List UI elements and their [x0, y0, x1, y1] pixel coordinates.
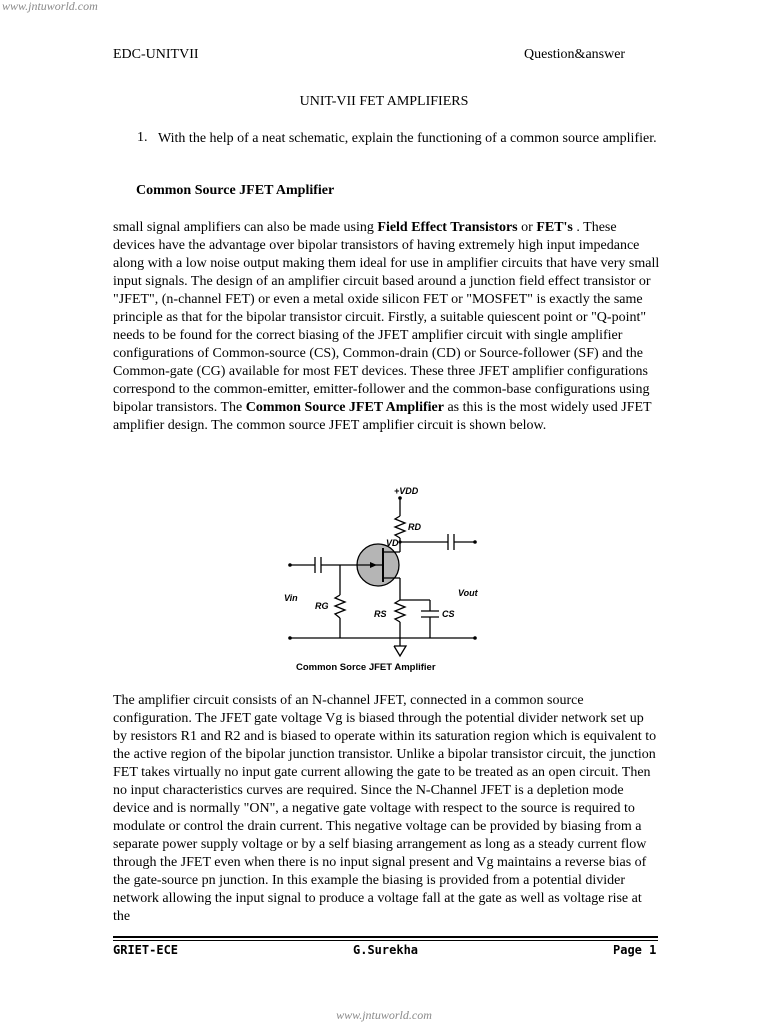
para1-bold-fet: Field Effect Transistors: [377, 220, 518, 235]
header-right: Question&answer: [524, 47, 626, 62]
para1-text-4: as this is the most widely used JFET amplifier design. The common source JFET amplifier circuit is shown below.: [113, 400, 652, 433]
label-vdd: +VDD: [394, 486, 419, 496]
unit-title: UNIT-VII FET AMPLIFIERS: [299, 94, 469, 109]
question-number: 1.: [137, 130, 148, 145]
para1-text-3: . These devices have the advantage over bipolar transistors of having extremely high input impedance along with a low noise output making them ideal for use in amplifier circuits that have very small input signals. The design of an amplifier circuit based around a junction field effect transistor or "JFET", (n-channel FET) or even a metal oxide silicon FET or "MOSFET" is exactly the same principle as that for the bipolar transistor circuit. Firstly, a suitable quiescent point or "Q-point" needs to be found for the correct biasing of the JFET amplifier circuit with single amplifier configurations of Common-source (CS), Common-drain (CD) or Source-follower (SF) and the Common-gate (CG) available for most FET devices. These three JFET amplifier configurations correspond to the common-emitter, emitter-follower and the common-base configurations using bipolar transistors. The: [113, 220, 660, 415]
label-cs: CS: [442, 609, 455, 619]
circuit-figure: [270, 478, 500, 678]
question-text: With the help of a neat schematic, explain the functioning of a common source amplifier.: [158, 131, 657, 146]
watermark-top: www.jntuworld.com: [2, 0, 98, 13]
para1-text-2: or: [517, 220, 537, 235]
para1-bold-fets: FET's: [536, 220, 573, 235]
label-rs: RS: [374, 609, 387, 619]
footer-rule-thin: [113, 940, 658, 941]
header-left: EDC-UNITVII: [113, 47, 199, 62]
label-vin: Vin: [284, 593, 298, 603]
footer-page-number: Page 1: [613, 943, 657, 957]
footer-center: G.Surekha: [353, 943, 419, 957]
paragraph-explanation: The amplifier circuit consists of an N-channel JFET, connected in a common source configuration. The JFET gate voltage Vg is biased through the potential divider network set up by resistors R1 and R2 and is biased to operate within its saturation region which is equivalent to the active region of the bipolar junction transistor. Unlike a bipolar transistor circuit, the junction FET takes virtually no input gate current allowing the gate to be treated as an open circuit. Then no input characteristics curves are required. Since the N-Channel JFET is a depletion mode device and is normally "ON", a negative gate voltage with respect to the source is required to modulate or control the drain current. This negative voltage can be provided by biasing from a separate power supply voltage or by a self biasing arrangement as long as a steady current flow through the JFET even when there is no input signal present and Vg maintains a reverse bias of the gate-source pn junction. In this example the biasing is provided from a potential divider network allowing the input signal to produce a voltage fall at the gate as well as voltage rise at the: [113, 693, 657, 924]
para1-text-1: small signal amplifiers can also be made using: [113, 220, 378, 235]
label-rg: RG: [315, 601, 329, 611]
jfet-amplifier-schematic: [270, 478, 500, 678]
figure-caption: Common Sorce JFET Amplifier: [296, 662, 436, 673]
paragraph-intro: [113, 219, 661, 435]
label-vd: VD: [386, 538, 399, 548]
footer-left: GRIET-ECE: [113, 943, 179, 957]
para1-bold-cs-amplifier: Common Source JFET Amplifier: [245, 400, 444, 415]
label-vout: Vout: [458, 588, 478, 598]
label-rd: RD: [408, 522, 421, 532]
section-heading: Common Source JFET Amplifier: [136, 183, 335, 198]
watermark-bottom: www.jntuworld.com: [336, 1008, 432, 1022]
footer-rule-thick: [113, 936, 658, 938]
